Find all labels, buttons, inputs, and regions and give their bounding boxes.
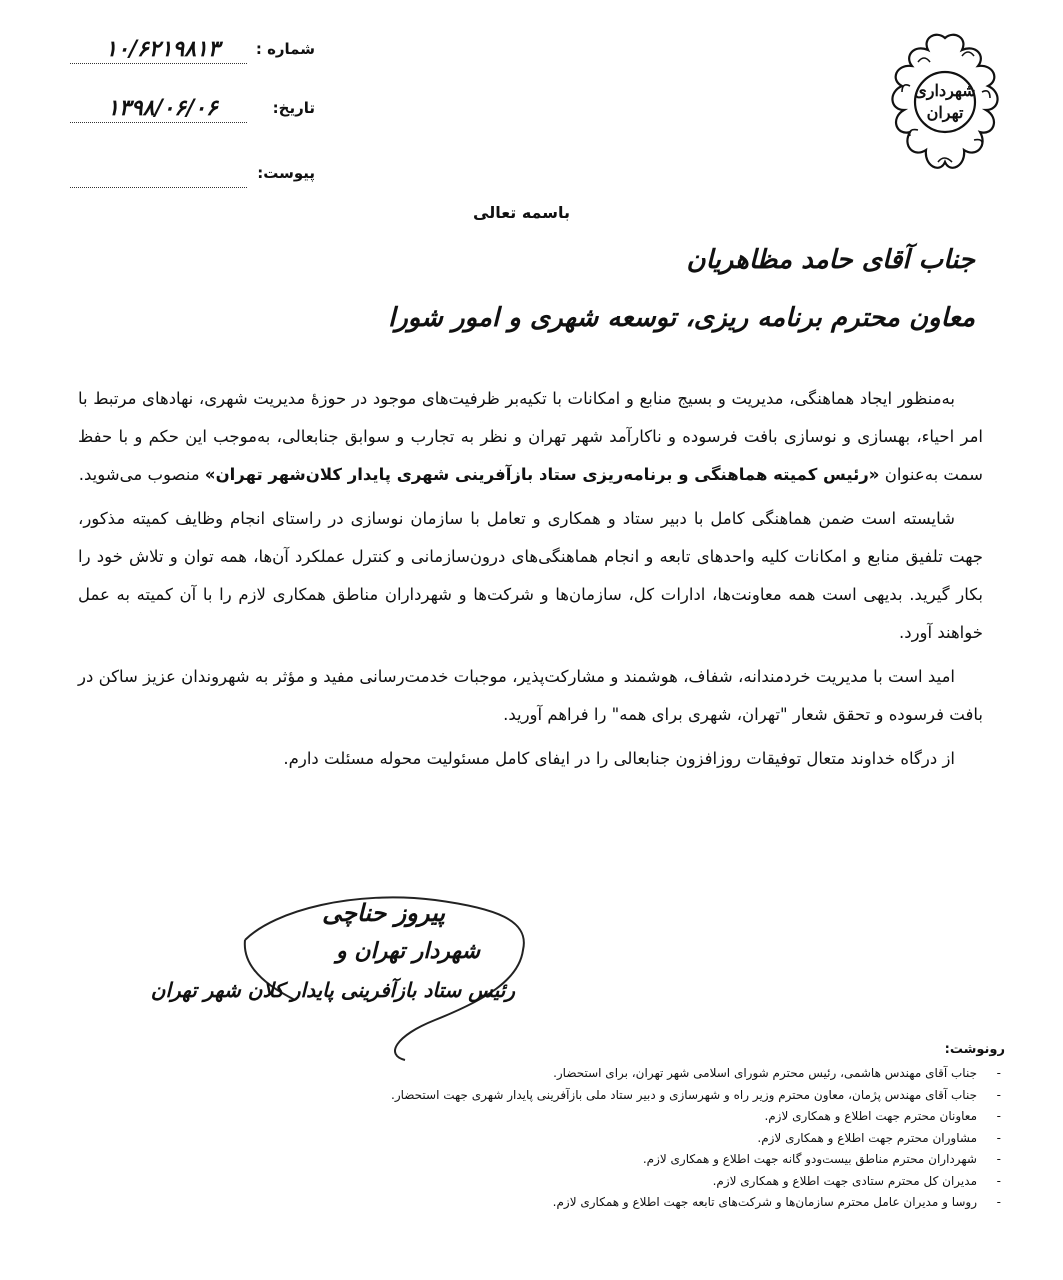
letter-number-line	[70, 63, 247, 64]
recipient-title: معاون محترم برنامه ریزی، توسعه شهری و امور شورا	[387, 303, 975, 333]
cc-item: - شهرداران محترم مناطق بیست‌ودو گانه جهت اطلاع و همکاری لازم.	[360, 1149, 977, 1171]
signatory-name: پیروز حناچی	[322, 898, 445, 927]
svg-text:شهرداری: شهرداری	[914, 81, 976, 100]
basmala: باسمه تعالی	[473, 203, 570, 222]
letter-attachment-row	[70, 164, 315, 194]
letter-number-value: ۱۰/۶۲۱۹۸۱۳	[105, 36, 220, 62]
emblem-icon	[882, 32, 1008, 182]
signature-block	[150, 880, 535, 1065]
cc-item: - جناب آقای مهندس هاشمی، رئیس محترم شورای اسلامی شهر تهران، برای استحضار.	[360, 1063, 977, 1085]
letter-date-line	[70, 122, 247, 123]
letter-date-label: تاریخ:	[272, 99, 315, 117]
recipient-name: جناب آقای حامد مظاهریان	[686, 245, 975, 275]
letter-date-value: ۱۳۹۸/۰۶/۰۶	[107, 95, 218, 121]
cc-title: رونوشت:	[944, 1042, 1005, 1057]
letter-attachment-line	[70, 187, 247, 188]
signatory-title-2: رئیس ستاد بازآفرینی پایدار کلان شهر تهران	[150, 978, 515, 1002]
cc-list	[360, 1063, 1005, 1214]
svg-text:تهران: تهران	[926, 103, 964, 122]
letter-number-row	[70, 36, 315, 70]
letter-body	[78, 380, 983, 784]
letter-date-row	[70, 95, 315, 129]
body-paragraph-2: شایسته است ضمن هماهنگی کامل با دبیر ستاد و همکاری و تعامل با سازمان نوسازی در راستای انجام وظایف کمیته مذکور، جهت تلفیق منابع و امکانات کلیه واحدهای تابعه و انجام هماهنگی‌های درون‌سازمانی و کنترل عملکرد آن‌ها، همه توان و تلاش خود را بکار گیرید. بدیهی است همه معاونت‌ها، ادارات کل، سازمان‌ها و شرکت‌ها و شهرداران مناطق همکاری لازم را با آن کمیته به عمل خواهند آورد.	[78, 509, 983, 642]
letter-attachment-label: پیوست:	[257, 164, 315, 182]
cc-item: - جناب آقای مهندس پژمان، معاون محترم وزیر راه و شهرسازی و دبیر ستاد ملی بازآفرینی پایدار شهری جهت استحضار.	[360, 1085, 977, 1107]
tehran-municipality-emblem	[882, 32, 1008, 182]
letter-number-label: شماره :	[255, 40, 315, 58]
body-paragraph-3: امید است با مدیریت خردمندانه، شفاف، هوشمند و مشارکت‌پذیر، موجبات خدمت‌رسانی مفید و مؤثر به شهروندان عزیز ساکن در بافت فرسوده و تحقق شعار "تهران، شهری برای همه" را فراهم آورید.	[78, 667, 983, 724]
signatory-title-1: شهردار تهران و	[336, 938, 480, 964]
cc-item: - معاونان محترم جهت اطلاع و همکاری لازم.	[360, 1106, 977, 1128]
cc-section	[360, 1042, 1005, 1214]
body-paragraph-1: به‌منظور ایجاد هماهنگی، مدیریت و بسیج منابع و امکانات با تکیه‌بر ظرفیت‌های موجود در حوزهٔ مدیریت شهری، نهادهای مرتبط با امر احیاء، بهسازی و نوسازی بافت فرسوده و ناکارآمد شهر تهران و نظر به تجارب و سوابق جنابعالی، به‌موجب این حکم و با حفظ سمت به‌عنوان «رئیس کمیته هماهنگی و برنامه‌ریزی ستاد بازآفرینی شهری پایدار کلان‌شهر تهران» منصوب می‌شوید.	[78, 389, 983, 484]
cc-item: - مشاوران محترم جهت اطلاع و همکاری لازم.	[360, 1128, 977, 1150]
committee-title: «رئیس کمیته هماهنگی و برنامه‌ریزی ستاد بازآفرینی شهری پایدار کلان‌شهر تهران»	[204, 465, 880, 484]
cc-item: - مدیران کل محترم ستادی جهت اطلاع و همکاری لازم.	[360, 1171, 977, 1193]
body-paragraph-4: از درگاه خداوند متعال توفیقات روزافزون جنابعالی را در ایفای کامل مسئولیت محوله مسئلت دارم.	[283, 749, 955, 768]
cc-item: - روسا و مدیران عامل محترم سازمان‌ها و شرکت‌های تابعه جهت اطلاع و همکاری لازم.	[360, 1192, 977, 1214]
